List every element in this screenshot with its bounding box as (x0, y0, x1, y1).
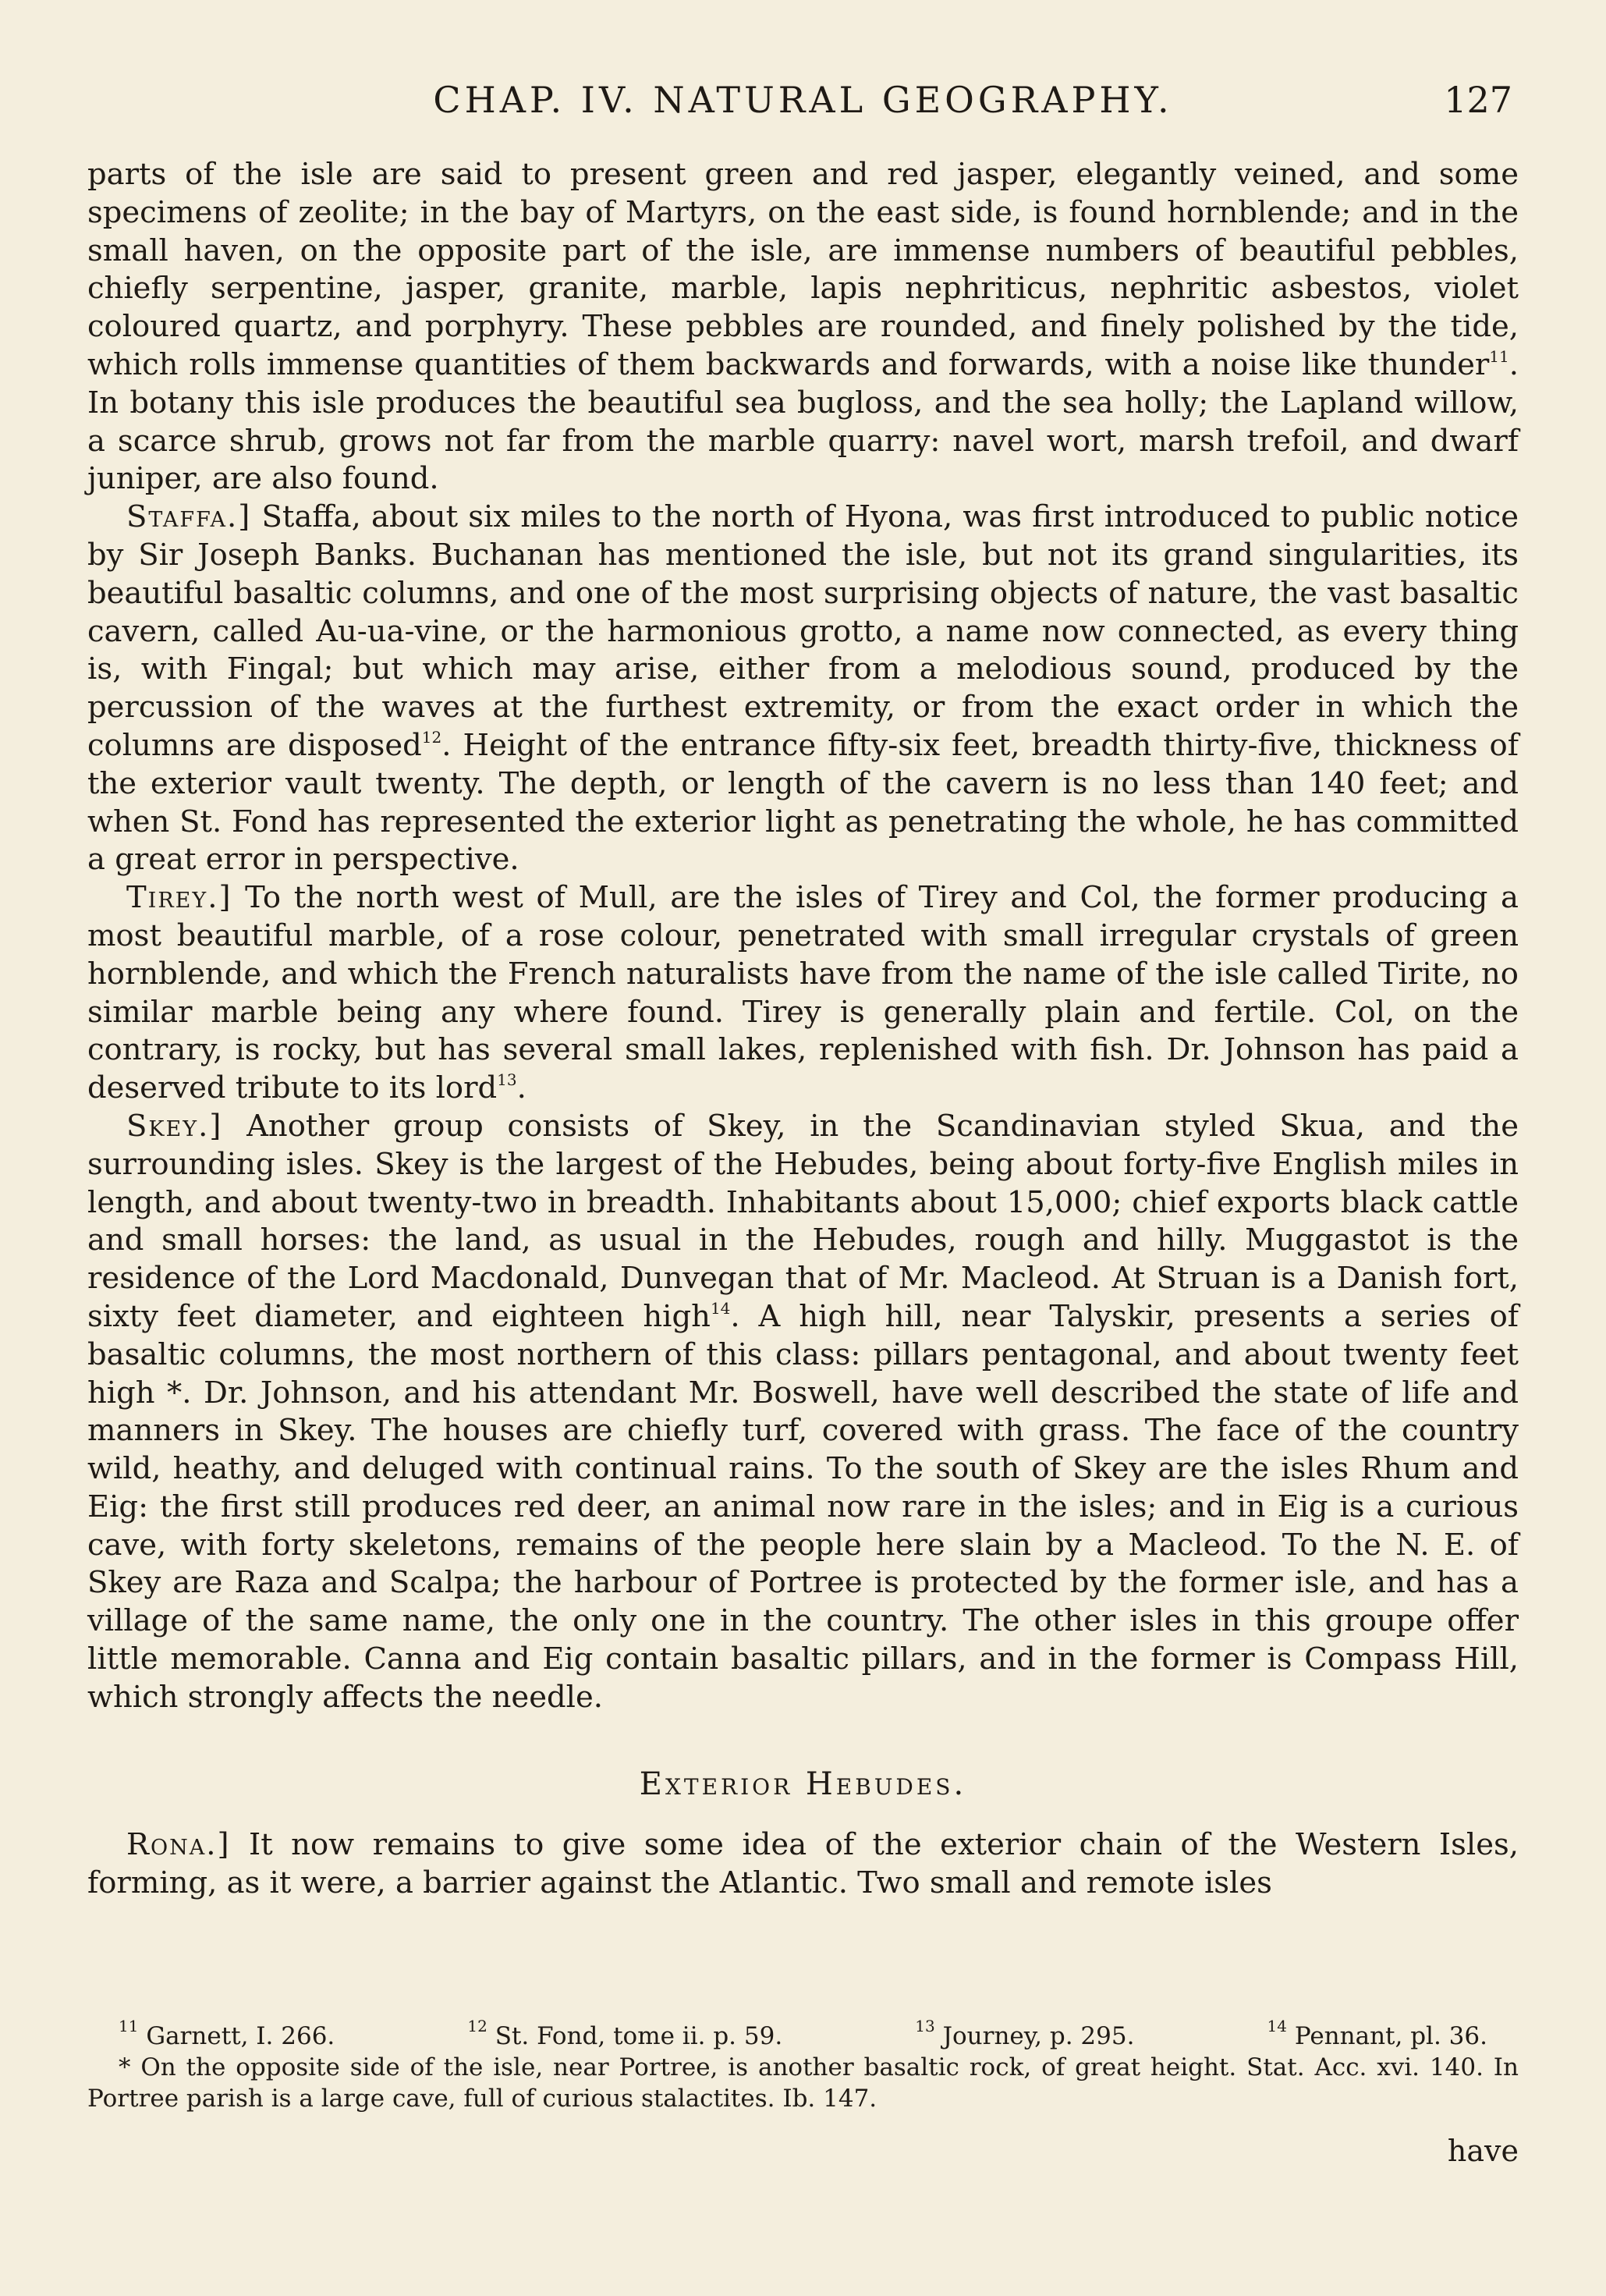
paragraph-text: Staffa, about six miles to the north of Hyona, was first introduced to public notice by Sir Joseph Banks. Buchanan has mentioned the isle, but not its grand singularities, its beautiful basaltic columns, and one of the most surprising objects of nature, the vast basaltic cavern, called Au-ua-vine, or the harmonious grotto, a name now connected, as every thing is, with Fingal; but which may arise, either from a melodious sound, produced by the percussion of the waves at the furthest extremity, or from the exact order in which the columns are disposed (87, 499, 1519, 763)
paragraph-skey (87, 1108, 1519, 1717)
footnote-item (915, 2017, 1135, 2052)
footnote-item (119, 2017, 335, 2052)
side-heading: Tirey.] (126, 880, 232, 916)
paragraph-text: To the north west of Mull, are the isles of Tirey and Col, the former producing a most beautiful marble, of a rose colour, penetrated with small irregular crystals of green hornblende, and which the French naturalists have from the name of the isle called Tirite, no similar marble being any where found. Tirey is generally plain and fertile. Col, on the contrary, is rocky, but has several small lakes, replenished with fish. Dr. Johnson has paid a deserved tribute to its lord (87, 880, 1519, 1106)
paragraph-text: Another group consists of Skey, in the Scandinavian styled Skua, and the surrounding isles. Skey is the largest of the Hebudes, being about forty-five English miles in length, and about twenty-two in breadth. Inhabitants about 15,000; chief exports black cattle and small horses: the land, as usual in the Hebudes, rough and hilly. Muggastot is the residence of the Lord Macdonald, Dunvegan that of Mr. Macleod. At Struan is a Danish fort, sixty feet diameter, and eighteen high (87, 1108, 1519, 1334)
footnote-number: 14 (1267, 2017, 1287, 2035)
footnote-text: Pennant, pl. 36. (1294, 2022, 1487, 2050)
chapter-title: CHAP. IV. NATURAL GEOGRAPHY. (433, 79, 1173, 121)
footnote-number: 13 (915, 2017, 935, 2035)
side-heading: Staffa.] (126, 499, 252, 535)
footnote-number: 11 (119, 2017, 139, 2035)
footnote-number: 12 (467, 2017, 487, 2035)
paragraph-rona (87, 1826, 1519, 1903)
footnote-star: * On the opposite side of the isle, near Portree, is another basaltic rock, of great height. Stat. Acc. xvi. 140. In Portree parish is a large cave, full of curious stalactites. Ib. 147. (87, 2053, 1519, 2113)
paragraph-text: . A high hill, near Talyskir, presents a series of basaltic columns, the most northern of this class: pillars pentagonal, and about twenty feet high *. Dr. Johnson, and his attendant Mr. Boswell, have well described the state of life and manners in Skey. The houses are chiefly turf, covered with grass. The face of the country wild, heathy, and deluged with continual rains. To the south of Skey are the isles Rhum and Eig: the first still produces red deer, an animal now rare in the isles; and in Eig is a curious cave, with forty skeletons, remains of the people here slain by a Macleod. To the N. E. of Skey are Raza and Scalpa; the harbour of Portree is protected by the former isle, and has a village of the same name, the only one in the country. The other isles in this groupe offer little memorable. Canna and Eig contain basaltic pillars, and in the former is Compass Hill, which strongly affects the needle. (87, 1298, 1519, 1715)
side-heading: Skey.] (126, 1108, 223, 1144)
footnote-ref: 12 (421, 727, 442, 747)
running-head (87, 69, 1519, 131)
catchword: have (1447, 2134, 1519, 2168)
footnote-item (467, 2017, 783, 2052)
paragraph-staffa (87, 499, 1519, 879)
paragraph-text: . Height of the entrance fifty-six feet, breadth thirty-five, thickness of the exterior vault twenty. The depth, or length of the cavern is no less than 140 feet; and when St. Fond has represented the exterior light as penetrating the whole, he has committed a great error in perspective. (87, 727, 1519, 878)
footnotes (87, 2017, 1519, 2114)
main-text (87, 156, 1519, 1903)
footnote-ref: 11 (1489, 346, 1509, 366)
paragraph-tirey (87, 879, 1519, 1108)
footnote-refs-row (87, 2017, 1519, 2052)
paragraph-text: . In botany this isle produces the beautiful sea bugloss, and the sea holly; the Lapland willow, a scarce shrub, grows not far from the marble quarry: navel wort, marsh trefoil, and dwarf juniper, are also found. (87, 346, 1519, 497)
page-number: 127 (1444, 79, 1512, 121)
footnote-ref: 14 (710, 1298, 731, 1318)
footnote-text: Journey, p. 295. (942, 2022, 1135, 2050)
paragraph-text: It now remains to give some idea of the exterior chain of the Western Isles, forming, as it were, a barrier against the Atlantic. Two small and remote isles (87, 1827, 1519, 1901)
paragraph-intro (87, 156, 1519, 499)
paragraph-text: parts of the isle are said to present green and red jasper, elegantly veined, and some specimens of zeolite; in the bay of Martyrs, on the east side, is found hornblende; and in the small haven, on the opposite part of the isle, are immense numbers of beautiful pebbles, chiefly serpentine, jasper, granite, marble, lapis nephriticus, nephritic asbestos, violet coloured quartz, and porphyry. These pebbles are rounded, and finely polished by the tide, which rolls immense quantities of them backwards and forwards, with a noise like thunder (87, 157, 1519, 382)
footnote-text: Garnett, I. 266. (146, 2022, 335, 2050)
section-heading: Exterior Hebudes. (639, 1765, 967, 1802)
paragraph-text: . (516, 1070, 526, 1106)
footnote-item (1267, 2017, 1487, 2052)
side-heading: Rona.] (126, 1827, 231, 1863)
footnote-text: St. Fond, tome ii. p. 59. (495, 2022, 783, 2050)
footnote-ref: 13 (497, 1070, 517, 1090)
